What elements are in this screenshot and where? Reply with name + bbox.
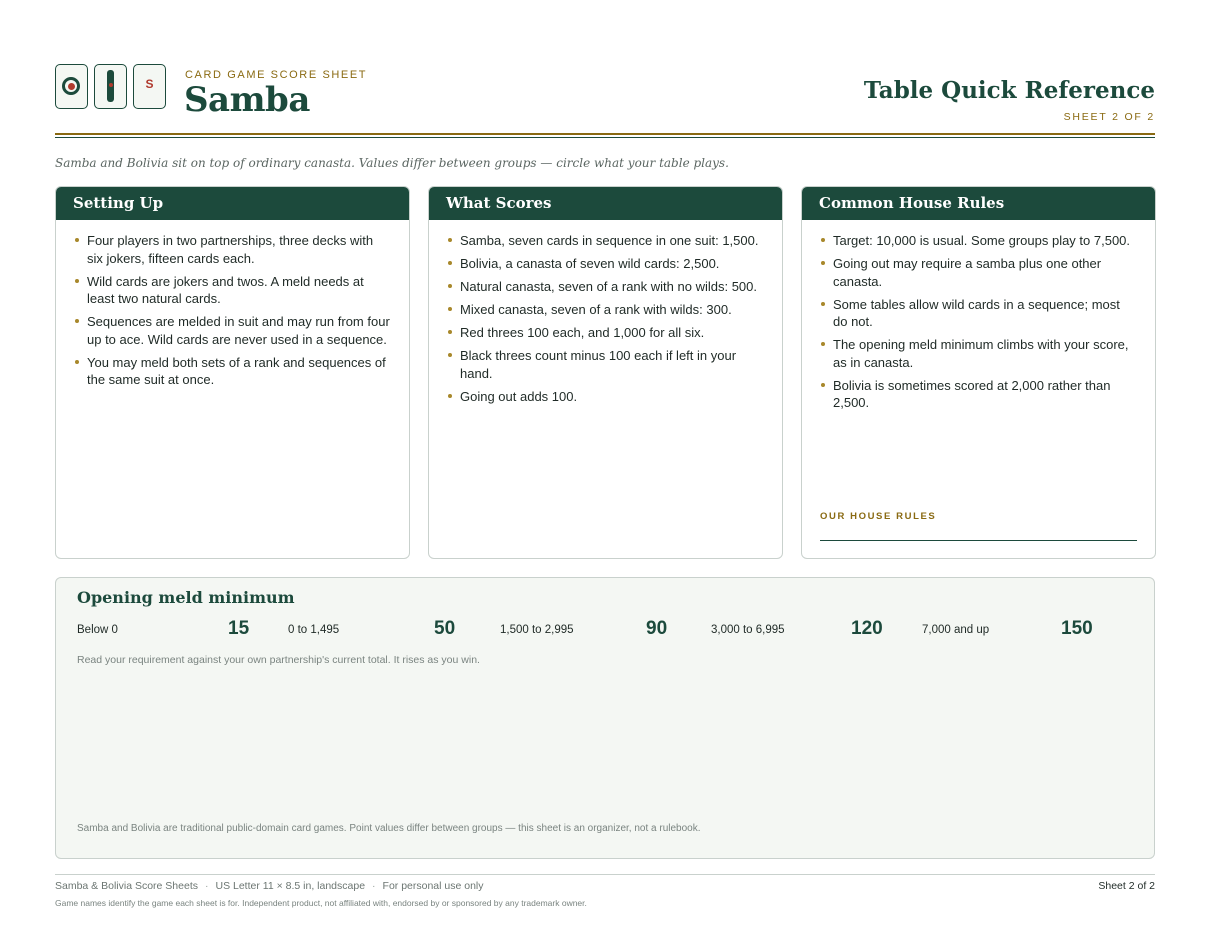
footer-info — [55, 880, 484, 892]
footer-separator: · — [205, 880, 209, 892]
card-house-rules — [801, 186, 1156, 559]
list-item: Four players in two partnerships, three decks with six jokers, fifteen cards each. — [87, 232, 391, 267]
sheet-number-label: SHEET 2 OF 2 — [1063, 111, 1155, 123]
meld-tier — [288, 618, 478, 644]
tier-value: 120 — [851, 618, 883, 639]
list-item: Samba, seven cards in sequence in one suit: 1,500. — [460, 232, 764, 250]
meld-tier — [77, 618, 267, 644]
reference-title: Table Quick Reference — [863, 77, 1155, 104]
game-logo — [55, 64, 166, 109]
house-rules-label: OUR HOUSE RULES — [820, 511, 937, 522]
letter-tile-icon: S — [133, 64, 166, 109]
intro-text: Samba and Bolivia sit on top of ordinary canasta. Values differ between groups — circle what your table plays. — [55, 156, 729, 170]
list-item: Sequences are melded in suit and may run from four up to ace. Wild cards are never used in a sequence. — [87, 314, 390, 347]
opening-meld-panel — [55, 577, 1155, 859]
footer-legal: Game names identify the game each sheet is for. Independent product, not affiliated with, endorsed by or sponsored by any trademark owner. — [55, 898, 587, 908]
header-divider-green — [55, 137, 1155, 138]
tier-range: 0 to 1,495 — [288, 624, 340, 636]
meld-tier — [500, 618, 690, 644]
tier-value: 15 — [228, 618, 250, 639]
card-title: Setting Up — [56, 187, 409, 220]
ring-tile-icon — [55, 64, 88, 109]
bamboo-tile-icon — [94, 64, 127, 109]
list-item: Some tables allow wild cards in a sequence; most do not. — [833, 296, 1137, 331]
tier-value: 50 — [434, 618, 456, 639]
list-item: Going out may require a samba plus one other canasta. — [833, 255, 1137, 290]
card-title: What Scores — [429, 187, 782, 220]
list-item: You may meld both sets of a rank and sequences of the same suit at once. — [87, 354, 391, 389]
card-title: Common House Rules — [802, 187, 1155, 220]
tier-value: 90 — [646, 618, 668, 639]
meld-note: Read your requirement against your own partnership's current total. It rises as you win. — [77, 654, 480, 666]
rule-list — [56, 220, 409, 389]
card-setting-up — [55, 186, 410, 559]
meld-tier — [711, 618, 901, 644]
page-title: Samba — [184, 80, 310, 120]
footer-separator: · — [372, 880, 376, 892]
footer-item: For personal use only — [382, 880, 484, 892]
list-item: Going out adds 100. — [460, 388, 764, 406]
opening-meld-title: Opening meld minimum — [77, 588, 295, 607]
footer-divider — [55, 874, 1155, 875]
tier-range: 7,000 and up — [922, 624, 990, 636]
list-item: Target: 10,000 is usual. Some groups play to 7,500. — [833, 232, 1137, 250]
house-rules-write-line[interactable] — [820, 540, 1137, 541]
meld-disclaimer: Samba and Bolivia are traditional public-domain card games. Point values differ between groups — this sheet is an organizer, not a rulebook. — [77, 823, 701, 834]
footer-item: US Letter 11 × 8.5 in, landscape — [215, 880, 366, 892]
tier-range: Below 0 — [77, 624, 118, 636]
list-item: Mixed canasta, seven of a rank with wilds: 300. — [460, 301, 764, 319]
meld-tier — [922, 618, 1112, 644]
tier-range: 1,500 to 2,995 — [500, 624, 574, 636]
tier-range: 3,000 to 6,995 — [711, 624, 785, 636]
header-divider-gold — [55, 133, 1155, 135]
list-item: The opening meld minimum climbs with your score, as in canasta. — [833, 336, 1137, 371]
rule-list — [429, 220, 782, 405]
list-item: Bolivia is sometimes scored at 2,000 rather than 2,500. — [833, 377, 1137, 412]
list-item: Bolivia, a canasta of seven wild cards: 2,500. — [460, 255, 764, 273]
footer-item: Samba & Bolivia Score Sheets — [55, 880, 198, 892]
list-item: Wild cards are jokers and twos. A meld needs at least two natural cards. — [87, 273, 391, 308]
footer-page-number: Sheet 2 of 2 — [1098, 880, 1155, 892]
list-item: Red threes 100 each, and 1,000 for all six. — [460, 324, 764, 342]
rule-list — [802, 220, 1155, 412]
list-item: Black threes count minus 100 each if left in your hand. — [460, 347, 764, 382]
sheet-kicker: CARD GAME SCORE SHEET — [185, 69, 368, 81]
tier-value: 150 — [1061, 618, 1093, 639]
list-item: Natural canasta, seven of a rank with no wilds: 500. — [460, 278, 764, 296]
card-what-scores — [428, 186, 783, 559]
